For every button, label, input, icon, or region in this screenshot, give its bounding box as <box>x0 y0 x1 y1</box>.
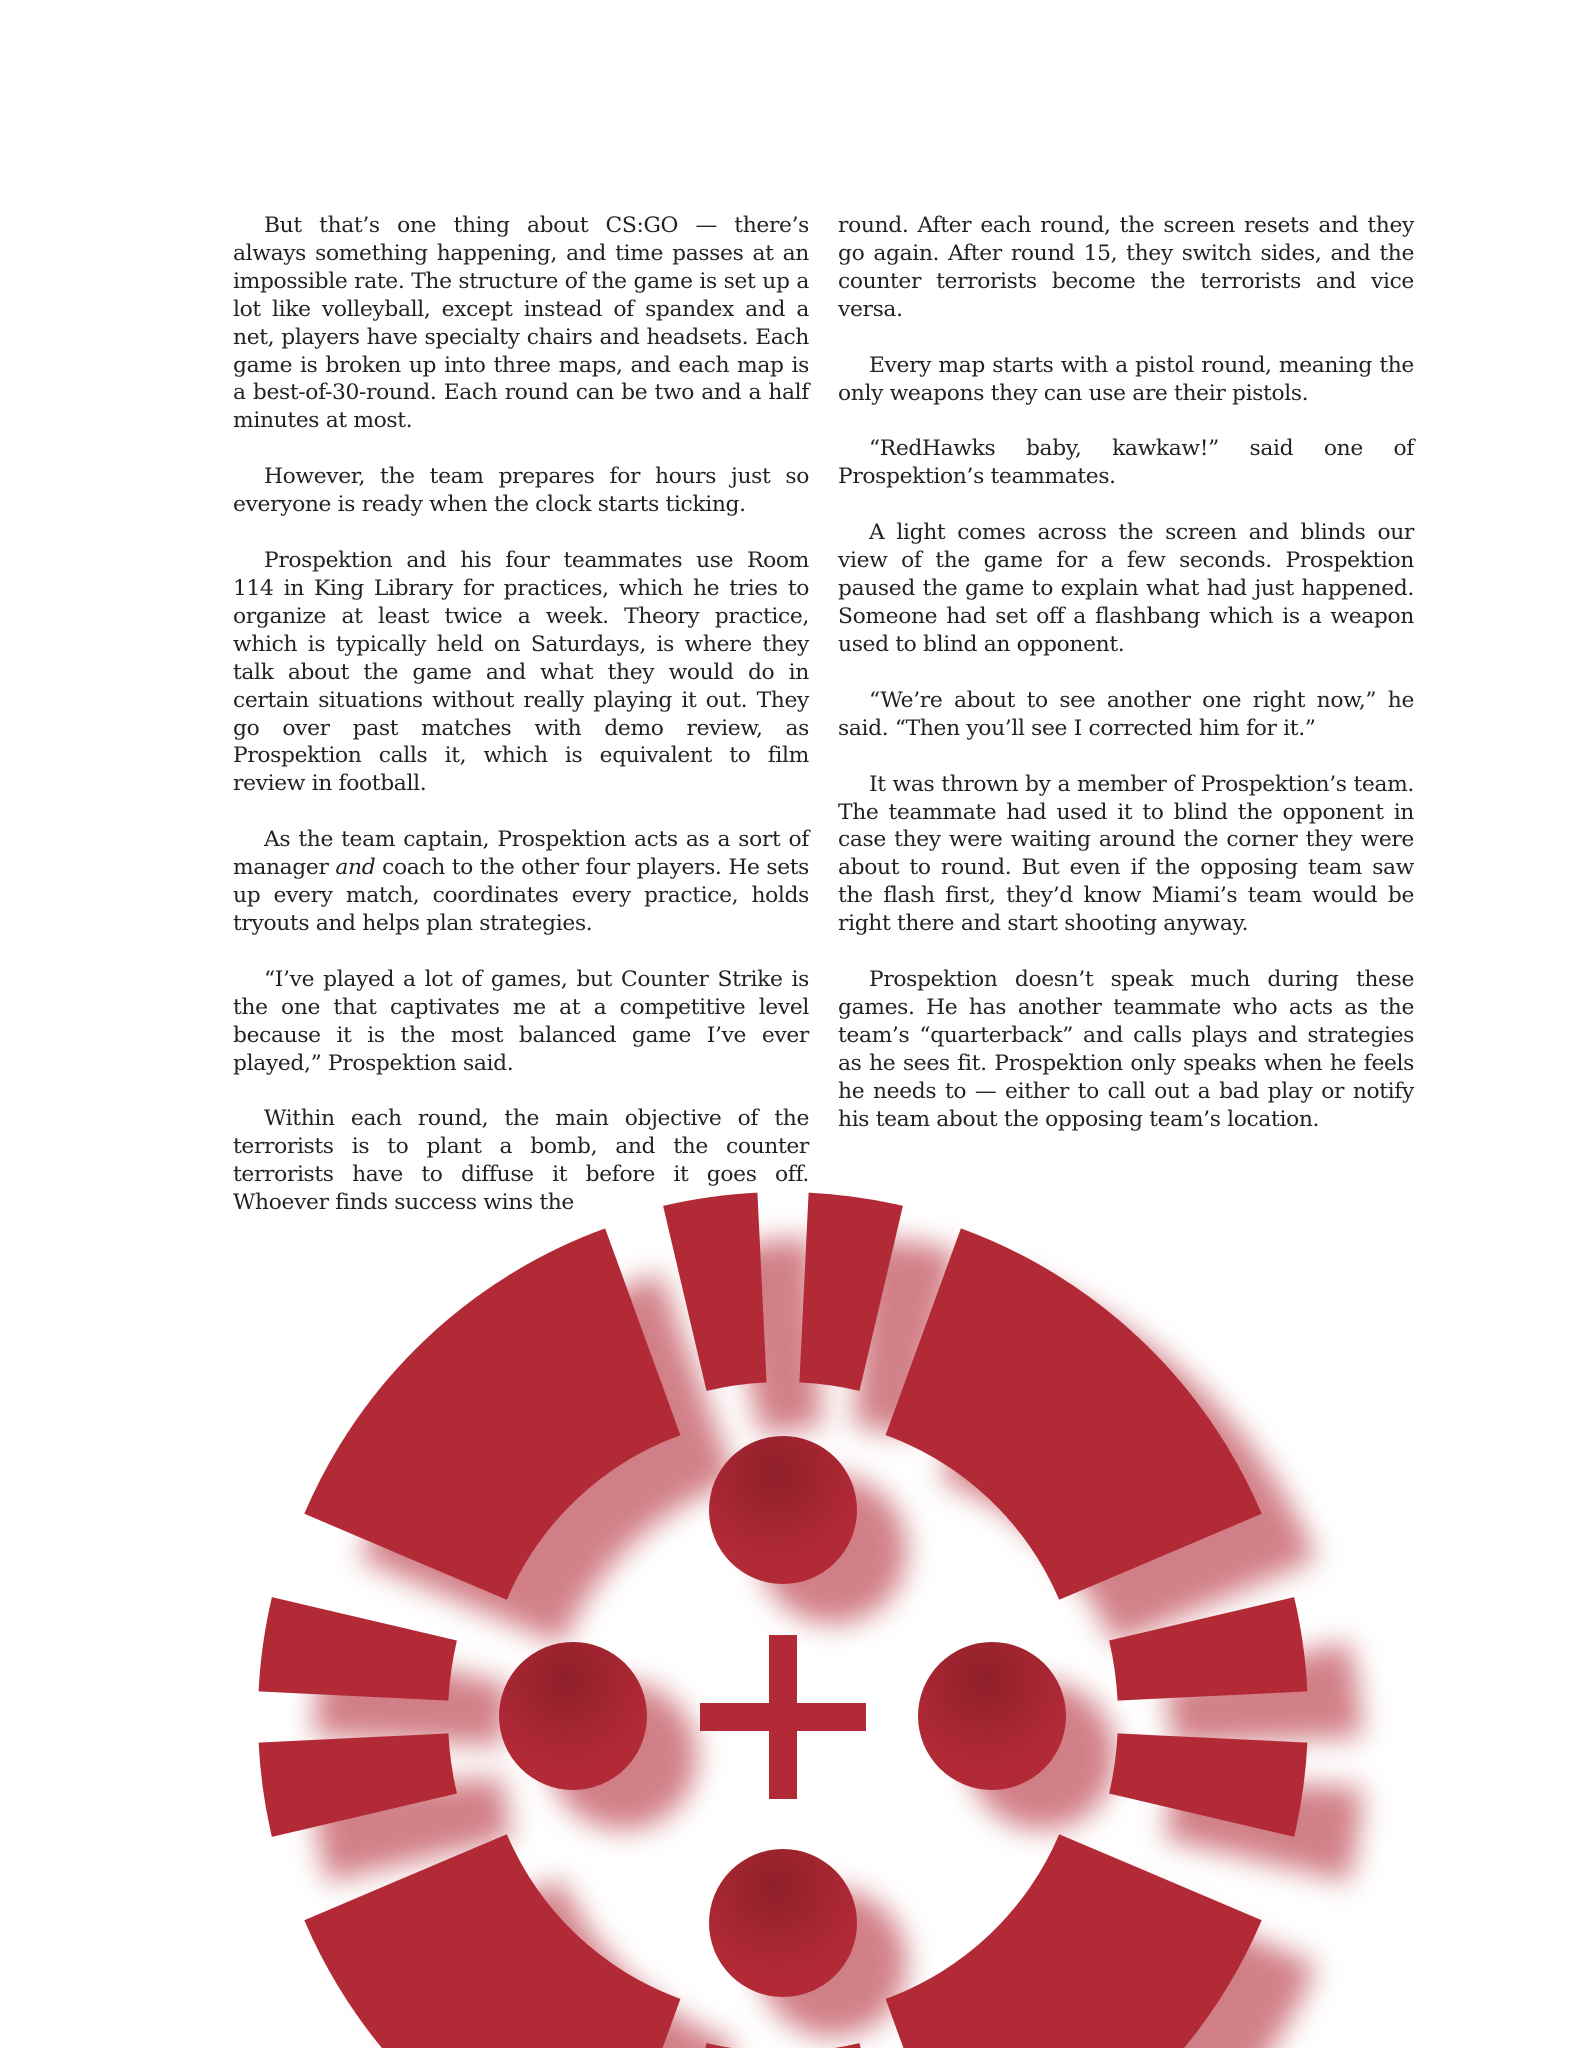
paragraph: However, the team prepares for hours just so everyone is ready when the clock starts ticking. <box>233 464 809 518</box>
paragraph: But that’s one thing about CS:GO — there’s always something happening, and time passes at an impossible rate. The structure of the game is set up a lot like volleyball, except instead of spandex and a net, players have specialty chairs and headsets. Each game is broken up into three maps, and each map is a best-of-30-round. Each round can be two and a half minutes at most. <box>233 213 809 434</box>
paragraph: Prospektion doesn’t speak much during these games. He has another teammate who acts as the team’s “quarterback” and calls plays and strategies as he sees fit. Prospektion only speaks when he feels he needs to — either to call out a bad play or notify his team about the opposing team’s location. <box>838 967 1414 1132</box>
burst-ray-narrow <box>259 1597 457 1701</box>
button-dot <box>499 1642 647 1790</box>
button-dot <box>709 1436 857 1584</box>
burst-ray-wide <box>886 1834 1262 2048</box>
burst-ray-narrow <box>799 2043 903 2048</box>
paragraph: Every map starts with a pistol round, meaning the only weapons they can use are their pistols. <box>838 352 1414 406</box>
paragraph: Within each round, the main objective of the terrorists is to plant a bomb, and the counter terrorists have to diffuse it before it goes off. Whoever finds success wins the <box>233 1106 809 1216</box>
paragraph: A light comes across the screen and blinds our view of the game for a few seconds. Prospektion paused the game to explain what had just happened. Someone had set off a flashbang which is a weapon used to blind an opponent. <box>838 520 1414 657</box>
article-right-column <box>838 212 1414 1161</box>
emphasis-text: and <box>335 855 376 881</box>
paragraph-text: coach to the other four players. He sets up every match, coordinates every practice, holds tryouts and helps plan strategies. <box>233 855 809 936</box>
paragraph-text: As the team captain, Prospektion acts as a sort of manager <box>233 827 809 881</box>
paragraph-continued: round. After each round, the screen resets and they go again. After round 15, they switch sides, and the counter terrorists become the terrorists and vice versa. <box>838 213 1414 322</box>
button-dot <box>918 1642 1066 1790</box>
paragraph: “We’re about to see another one right now,” he said. “Then you’ll see I corrected him for it.” <box>838 687 1414 741</box>
paragraph: Prospektion and his four teammates use Room 114 in King Library for practices, which he tries to organize at least twice a week. Theory practice, which is typically held on Saturdays, is where they talk about the game and what they would do in certain situations without really playing it out. They go over past matches with demo review, as Prospektion calls it, which is equivalent to film review in football. <box>233 548 809 797</box>
gamepad-flash-burst-icon <box>0 1150 1583 2048</box>
gamepad-burst-graphic <box>0 1150 1583 2048</box>
paragraph: “I’ve played a lot of games, but Counter Strike is the one that captivates me at a competitive level because it is the most balanced game I’ve ever played,” Prospektion said. <box>233 966 809 1076</box>
plus-horizontal <box>700 1703 866 1731</box>
article-left-column <box>233 212 809 1245</box>
paragraph: “RedHawks baby, kawkaw!” said one of Prospektion’s teammates. <box>838 436 1414 490</box>
paragraph: It was thrown by a member of Prospektion’s team. The teammate had used it to blind the opponent in case they were waiting around the corner they were about to round. But even if the opposing team saw the flash first, they’d know Miami’s team would be right there and start shooting anyway. <box>838 771 1414 937</box>
paragraph <box>233 826 809 938</box>
button-dot <box>709 1849 857 1997</box>
